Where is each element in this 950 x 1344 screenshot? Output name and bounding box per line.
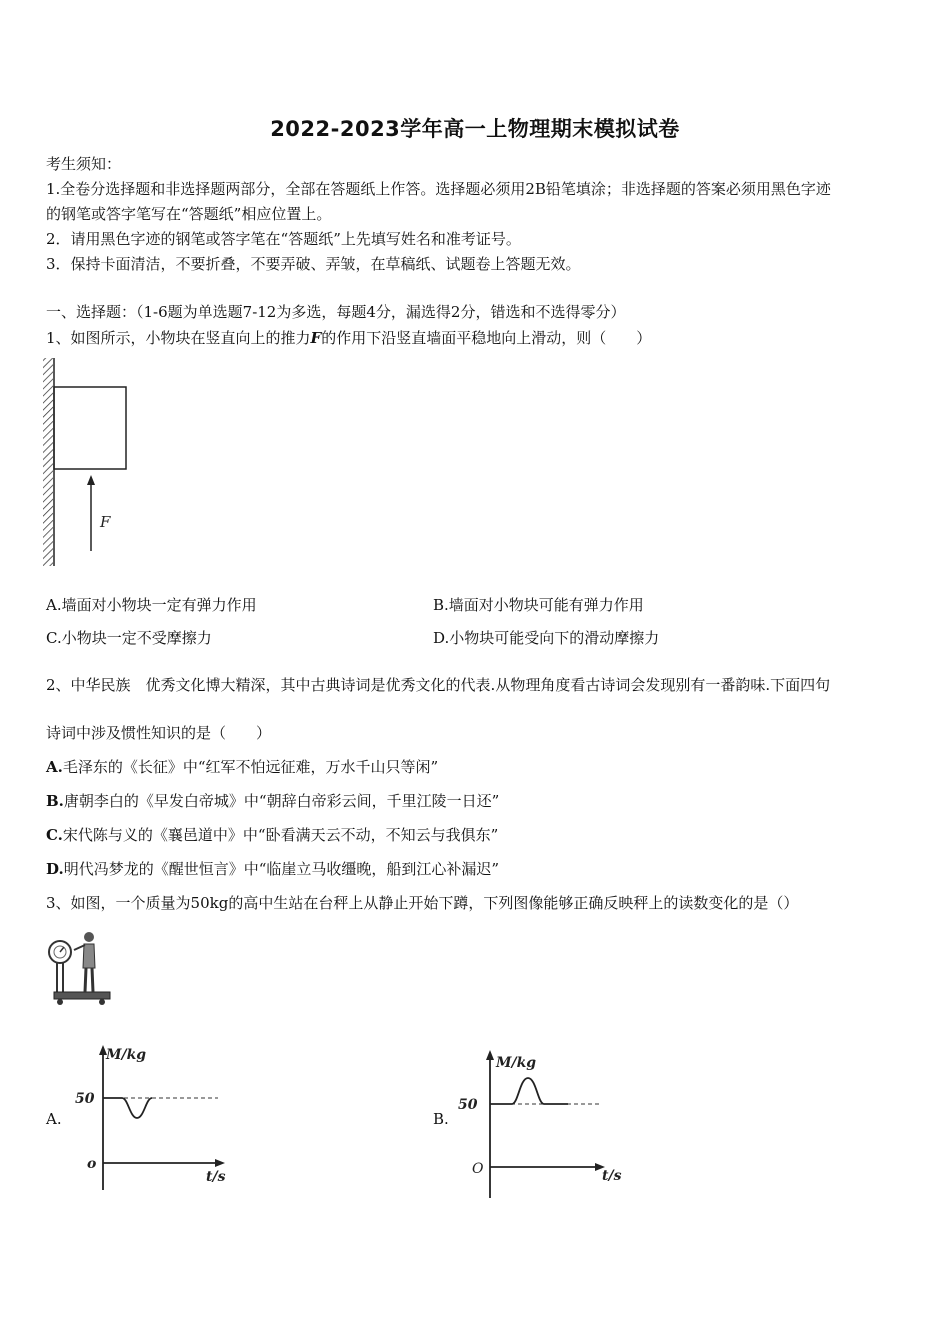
q1-option-b: B.墙面对小物块可能有弹力作用 [433, 596, 644, 614]
graph-b-tick-50: 50 [458, 1097, 478, 1113]
q1-stem-post: 的作用下沿竖直墙面平稳地向上滑动，则（ ） [321, 329, 652, 347]
q1-option-c: C.小物块一定不受摩擦力 [46, 629, 212, 647]
q2-stem-line-1: 2、中华民族 优秀文化博大精深，其中古典诗词是优秀文化的代表.从物理角度看古诗词会发现别有一番韵味.下面四句 [46, 676, 831, 694]
graph-a-ylabel: M/kg [106, 1047, 147, 1063]
section-heading: 一、选择题：（1-6题为单选题7-12为多选，每题4分，漏选得2分，错选和不选得零分） [46, 303, 626, 321]
wall-hatch [43, 358, 53, 566]
scale-platform [54, 992, 110, 999]
q2-option-a: A.毛泽东的《长征》中“红军不怕远征难，万水千山只等闲” [46, 758, 439, 776]
notice-line-2: 的钢笔或答字笔写在“答题纸”相应位置上。 [46, 205, 332, 223]
force-arrow-head [87, 475, 95, 485]
scale-person-figure [44, 928, 116, 1006]
q3-stem: 3、如图，一个质量为50kg的高中生站在台秤上从静止开始下蹲，下列图像能够正确反映秤上的读数变化的是（） [46, 894, 799, 912]
graph-a-tick-50: 50 [75, 1091, 95, 1107]
q2-stem-line-2: 诗词中涉及惯性知识的是（ ） [46, 724, 272, 742]
graph-a-curve [103, 1098, 152, 1118]
notice-line-1: 1.全卷分选择题和非选择题两部分，全部在答题纸上作答。选择题必须用2B铅笔填涂；非选择题的答案必须用黑色字迹 [46, 180, 831, 198]
q1-option-a: A.墙面对小物块一定有弹力作用 [46, 596, 257, 614]
graph-b-xlabel: t/s [602, 1168, 622, 1184]
notice-heading: 考生须知： [46, 155, 122, 173]
q1-stem-var: F [310, 329, 322, 347]
q2-option-b: B.唐朝李白的《早发白帝城》中“朝辞白帝彩云间，千里江陵一日还” [46, 792, 500, 810]
q1-stem-pre: 1、如图所示，小物块在竖直向上的推力 [46, 329, 311, 347]
q1-stem [46, 327, 651, 348]
graph-b-origin: O [472, 1161, 484, 1177]
q1-option-d: D.小物块可能受向下的滑动摩擦力 [433, 629, 660, 647]
graph-a-origin: o [87, 1156, 97, 1172]
q2-option-d: D.明代冯梦龙的《醒世恒言》中“临崖立马收缰晚，船到江心补漏迟” [46, 860, 500, 878]
q1-figure [40, 356, 140, 568]
block [54, 387, 126, 469]
q3-graph-a [70, 1040, 235, 1200]
person-body [83, 944, 95, 968]
notice-line-3: 2．请用黑色字迹的钢笔或答字笔在“答题纸”上先填写姓名和准考证号。 [46, 230, 521, 248]
notice-line-4: 3．保持卡面清洁，不要折叠，不要弄破、弄皱，在草稿纸、试题卷上答题无效。 [46, 255, 581, 273]
page-title: 2022-2023学年高一上物理期末模拟试卷 [270, 117, 680, 141]
force-label: F [100, 513, 111, 531]
q2-option-c: C.宋代陈与义的《襄邑道中》中“卧看满天云不动，不知云与我俱东” [46, 826, 499, 844]
q3-graph-b [450, 1040, 630, 1205]
graph-b-ylabel: M/kg [496, 1055, 537, 1071]
graph-b-curve [490, 1078, 568, 1104]
q3-option-b-label: B. [433, 1110, 449, 1128]
graph-a-xlabel: t/s [206, 1169, 226, 1185]
person-head [84, 932, 94, 942]
person-legs [85, 968, 86, 992]
q3-option-a-label: A. [46, 1110, 62, 1128]
